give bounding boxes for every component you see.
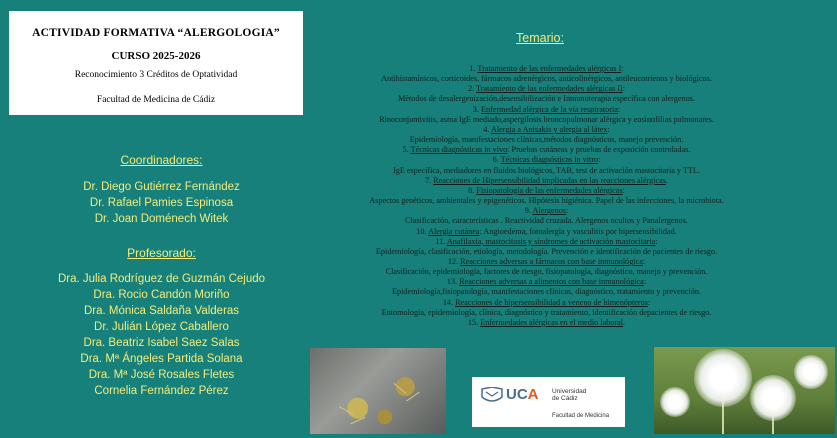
topic-separator: : bbox=[647, 297, 651, 307]
topic-title: Reacciones de Hipersensibilidad implicadas en las reacciones alérgicas bbox=[433, 175, 666, 185]
topic-title: Tratamiento de las enfermedades alérgicas I bbox=[477, 64, 622, 73]
topic-number: 4. bbox=[483, 124, 490, 134]
uca-logo-mark-uc: UC bbox=[506, 386, 528, 403]
profesor-name: Dra. Beatriz Isabel Saez Salas bbox=[83, 337, 240, 349]
topic-separator: . bbox=[623, 317, 626, 327]
course-label: CURSO 2025-2026 bbox=[111, 50, 201, 62]
profesorado-list bbox=[0, 271, 323, 399]
topic-number: 8. bbox=[468, 185, 475, 195]
topic-separator: : bbox=[617, 104, 621, 114]
topic-title-line bbox=[324, 206, 769, 216]
topic-description: Métodos de desalergenización,desensibilización e Inmunoterapia específica con alergenos. bbox=[398, 94, 695, 104]
topic-title: Fisiopatología de las enfermedades alérgicas bbox=[476, 185, 623, 195]
topic-title: Alergenos bbox=[532, 206, 566, 216]
profesorado-section bbox=[0, 246, 323, 399]
topic-number: 12. bbox=[447, 256, 459, 266]
topic-description: Epidemiología, clasificación, etiología, metodología. Prevención e identificación de pacientes de riesgo. bbox=[375, 246, 718, 256]
topic-title: Alergia a Anisakis y alergia al látex bbox=[490, 124, 608, 134]
topic-description: Clasificación, características . Reactividad cruzada. Alergenos ocultos y Panalergenos. bbox=[405, 216, 688, 226]
topic-title-line bbox=[324, 105, 769, 115]
topic-title: Enfermedad alérgica de la vía respiratoria bbox=[480, 104, 618, 114]
topic-description: Rinoconjuntivitis, asma IgE mediado,aspergilosis broncopulmonar alérgica y eosinofilias pulmonares. bbox=[379, 114, 714, 124]
topic-separator: : bbox=[642, 256, 646, 266]
coordinadores-list bbox=[0, 179, 323, 227]
topic-separator: : bbox=[621, 64, 624, 73]
profesor-name: Dr. Julián López Caballero bbox=[94, 321, 229, 333]
topic-separator: : bbox=[598, 155, 601, 165]
topic-number: 1. bbox=[469, 64, 476, 73]
topic-description: Antihistamínicos, corticoides, fármacos adrenérgicos, anticolinérgicos, antileucotrienos y biológicos. bbox=[381, 74, 712, 84]
topic-title-line bbox=[324, 318, 769, 328]
topic-title-line bbox=[324, 257, 769, 267]
uca-logo bbox=[472, 377, 625, 427]
topic-description: Aspectos genéticos, ambientales y epigenéticos. Hipótesis higiénica. Papel de las infecciones, la microbiota. bbox=[369, 196, 724, 206]
faculty-text: Facultad de Medicina de Cádiz bbox=[96, 95, 216, 105]
profesor-name: Dra. Mónica Saldaña Valderas bbox=[83, 305, 240, 317]
topic-number: 14. bbox=[442, 297, 454, 307]
topic-title-line bbox=[324, 155, 769, 165]
topic-title: Técnicas diagnósticas in vivo bbox=[410, 145, 508, 155]
coordinador-name: Dr. Diego Gutiérrez Fernández bbox=[83, 181, 240, 193]
topic-separator: : bbox=[622, 185, 625, 195]
uca-name-line1: Universidad bbox=[552, 388, 587, 395]
topic-title-line bbox=[324, 277, 769, 287]
topic-description: Epidemiología,fisiopatología, manifestaciones clínicas, diagnóstico, tratamiento y prevención. bbox=[392, 287, 701, 297]
topic-title: Tratamiento de las enfermedades alérgicas II bbox=[476, 84, 623, 94]
uca-faculty-name: Facultad de Medicina bbox=[552, 413, 610, 419]
topic-number: 2. bbox=[468, 84, 475, 94]
topic-separator: . bbox=[666, 175, 669, 185]
uca-logo-mark bbox=[506, 386, 539, 403]
topic-number: 7. bbox=[424, 175, 432, 185]
temario-list bbox=[324, 64, 769, 328]
topic-number: 5. bbox=[402, 145, 409, 155]
topic-description: Clasificación, epidemiología, factores de riesgo, fisiopatología, diagnóstico, manejo y prevención. bbox=[385, 267, 708, 277]
topic-separator: : Angioedema, fotoalergia y vasculitis por hipersensibilidad. bbox=[479, 226, 677, 236]
profesor-name: Dra. Mª José Rosales Fletes bbox=[88, 369, 235, 381]
topic-number: 11. bbox=[435, 236, 446, 246]
topic-number: 9. bbox=[524, 206, 531, 216]
dandelion-photo bbox=[654, 347, 835, 434]
coordinador-name: Dr. Rafael Pamies Espinosa bbox=[89, 197, 234, 209]
topic-separator: : bbox=[607, 124, 610, 134]
topic-separator: : bbox=[655, 236, 658, 246]
topic-title-line bbox=[324, 176, 769, 186]
profesor-name: Dra. Mª Ángeles Partida Solana bbox=[80, 353, 243, 365]
topic-title: Reacciones de hipersensibilidad a veneno de himenópteros bbox=[455, 297, 648, 307]
topic-description: Epidemiología, manifestaciones clínicas,métodos diagnósticos, manejo prevención. bbox=[409, 135, 684, 145]
recognition-text: Reconocimiento 3 Créditos de Optatividad bbox=[74, 70, 238, 80]
topic-title-line bbox=[324, 298, 769, 308]
topic-number: 15. bbox=[467, 317, 479, 327]
topic-title-line bbox=[324, 227, 769, 237]
coordinadores-section bbox=[0, 153, 323, 227]
topic-title-line bbox=[324, 125, 769, 135]
topic-number: 13. bbox=[446, 277, 458, 287]
topic-title: Reacciones adversas a alimentos con base inmunológica bbox=[459, 277, 644, 287]
profesor-name: Dra. Rocio Candón Moriño bbox=[93, 289, 230, 301]
topic-number: 6. bbox=[492, 155, 499, 165]
topic-title: Reacciones adversas a fármacos con base inmunológica bbox=[460, 256, 643, 266]
profesor-name: Dra. Julia Rodríguez de Guzmán Cejudo bbox=[57, 273, 266, 285]
topic-number: 3. bbox=[472, 104, 479, 114]
topic-description: IgE específica, mediadores en fluidos biológicos, TAB, test de activación mastocitaria y TTL. bbox=[393, 165, 700, 175]
topic-separator: : Pruebas cutáneas y pruebas de exposición controladas. bbox=[507, 145, 691, 155]
dust-mite-photo bbox=[310, 348, 446, 434]
topic-title: Anafilaxia, mastocitosis y síndromes de activación mastocitaria bbox=[446, 236, 656, 246]
temario-heading: Temario: bbox=[516, 31, 564, 45]
profesor-name: Cornelia Fernández Pérez bbox=[94, 385, 229, 397]
topic-title: Alergia cutánea bbox=[428, 226, 480, 236]
coordinadores-heading: Coordinadores: bbox=[120, 153, 203, 167]
topic-number: 10. bbox=[416, 226, 427, 236]
topic-title: Técnicas diagnósticas in vitro bbox=[500, 155, 599, 165]
topic-title-line bbox=[324, 237, 769, 247]
uca-name-line2: de Cádiz bbox=[552, 395, 578, 402]
topic-title-line bbox=[324, 84, 769, 94]
coordinador-name: Dr. Joan Doménech Witek bbox=[94, 213, 229, 225]
topic-description: Entomología, epidemiología, clínica, diagnóstico y tratamiento, identificación depacientes de riesgo. bbox=[381, 307, 712, 317]
topic-title-line bbox=[324, 186, 769, 196]
title-box bbox=[9, 11, 303, 115]
uca-university-name bbox=[552, 388, 586, 402]
uca-shield-icon bbox=[481, 387, 503, 405]
topic-separator: : bbox=[565, 206, 569, 216]
topic-title-line bbox=[324, 145, 769, 155]
topic-title-line bbox=[324, 64, 769, 74]
page-title: ACTIVIDAD FORMATIVA “ALERGOLOGIA” bbox=[32, 27, 280, 39]
topic-separator: : bbox=[643, 277, 647, 287]
profesorado-heading: Profesorado: bbox=[127, 246, 196, 260]
topic-title: Enfermedades alérgicas en el medio laboral bbox=[480, 317, 624, 327]
topic-separator: : bbox=[622, 84, 625, 94]
uca-logo-mark-a: A bbox=[527, 386, 539, 403]
